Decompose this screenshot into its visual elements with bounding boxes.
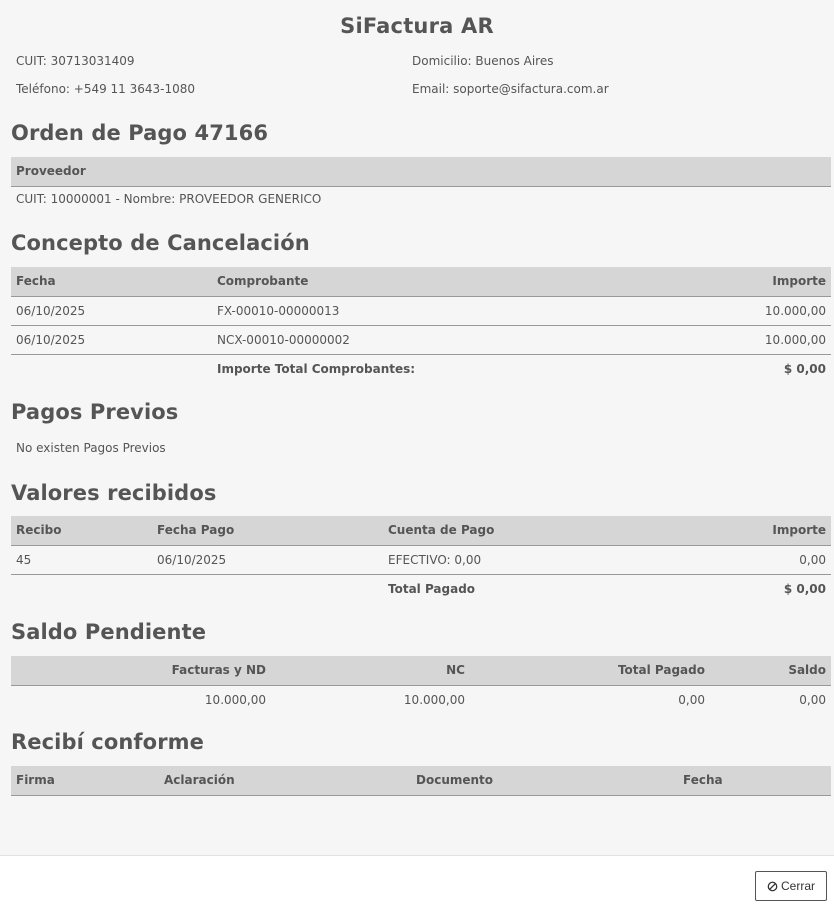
col-fecha: Fecha	[678, 766, 831, 795]
company-name: SiFactura AR	[340, 14, 494, 38]
col-aclaracion: Aclaración	[159, 766, 411, 795]
provider-header: Proveedor	[11, 157, 831, 186]
total-value: $ 0,00	[783, 581, 826, 596]
saldo-title: Saldo Pendiente	[11, 620, 207, 644]
col-total-pagado: Total Pagado	[470, 656, 710, 685]
col-recibo: Recibo	[11, 516, 152, 545]
cell-importe: 0,00	[673, 545, 831, 574]
company-phone: Teléfono: +549 11 3643-1080	[16, 82, 196, 96]
col-importe: Importe	[673, 516, 831, 545]
cell-comprobante: NCX-00010-00000002	[212, 325, 673, 354]
recibi-table	[11, 766, 831, 796]
col-fecha: Fecha	[11, 267, 212, 296]
cell-fecha: 06/10/2025	[11, 325, 212, 354]
total-label: Importe Total Comprobantes:	[217, 361, 416, 376]
cell-importe: 10.000,00	[673, 296, 831, 325]
cell-recibo: 45	[11, 545, 152, 574]
cell-cuenta: EFECTIVO: 0,00	[383, 545, 673, 574]
col-nc: NC	[271, 656, 470, 685]
total-row	[11, 354, 831, 383]
cell-facturas: 10.000,00	[204, 692, 266, 707]
total-label: Total Pagado	[388, 581, 476, 596]
company-address: Domicilio: Buenos Aires	[412, 54, 554, 68]
pagos-previos-title: Pagos Previos	[11, 400, 179, 424]
col-documento: Documento	[411, 766, 678, 795]
pagos-previos-empty: No existen Pagos Previos	[16, 441, 166, 455]
cell-importe: 10.000,00	[673, 325, 831, 354]
table-row	[11, 325, 831, 354]
cell-saldo: 0,00	[799, 692, 826, 707]
table-row	[11, 296, 831, 325]
table-row	[11, 685, 831, 714]
col-facturas: Facturas y ND	[11, 656, 271, 685]
concepto-title: Concepto de Cancelación	[11, 231, 310, 255]
valores-title: Valores recibidos	[11, 481, 217, 505]
close-button-label: Cerrar	[780, 879, 815, 893]
company-cuit: CUIT: 30713031409	[16, 54, 135, 68]
col-firma: Firma	[11, 766, 159, 795]
total-row	[11, 574, 831, 603]
close-button[interactable]	[755, 871, 827, 901]
col-saldo: Saldo	[710, 656, 831, 685]
recibi-title: Recibí conforme	[11, 730, 204, 754]
col-comprobante: Comprobante	[212, 267, 673, 296]
order-title: Orden de Pago 47166	[11, 121, 269, 145]
cell-total-pagado: 0,00	[678, 692, 705, 707]
company-email: Email: soporte@sifactura.com.ar	[412, 82, 609, 96]
saldo-table	[11, 656, 831, 714]
ban-icon	[767, 881, 778, 892]
total-value: $ 0,00	[783, 361, 826, 376]
cell-fecha: 06/10/2025	[11, 296, 212, 325]
col-fecha-pago: Fecha Pago	[152, 516, 383, 545]
cell-comprobante: FX-00010-00000013	[212, 296, 673, 325]
provider-value: CUIT: 10000001 - Nombre: PROVEEDOR GENERICO	[16, 192, 322, 206]
cell-nc: 10.000,00	[403, 692, 465, 707]
col-importe: Importe	[673, 267, 831, 296]
provider-table	[11, 157, 831, 187]
table-row	[11, 545, 831, 574]
concepto-table	[11, 267, 831, 383]
col-cuenta: Cuenta de Pago	[383, 516, 673, 545]
cell-fecha-pago: 06/10/2025	[152, 545, 383, 574]
valores-table	[11, 516, 831, 603]
